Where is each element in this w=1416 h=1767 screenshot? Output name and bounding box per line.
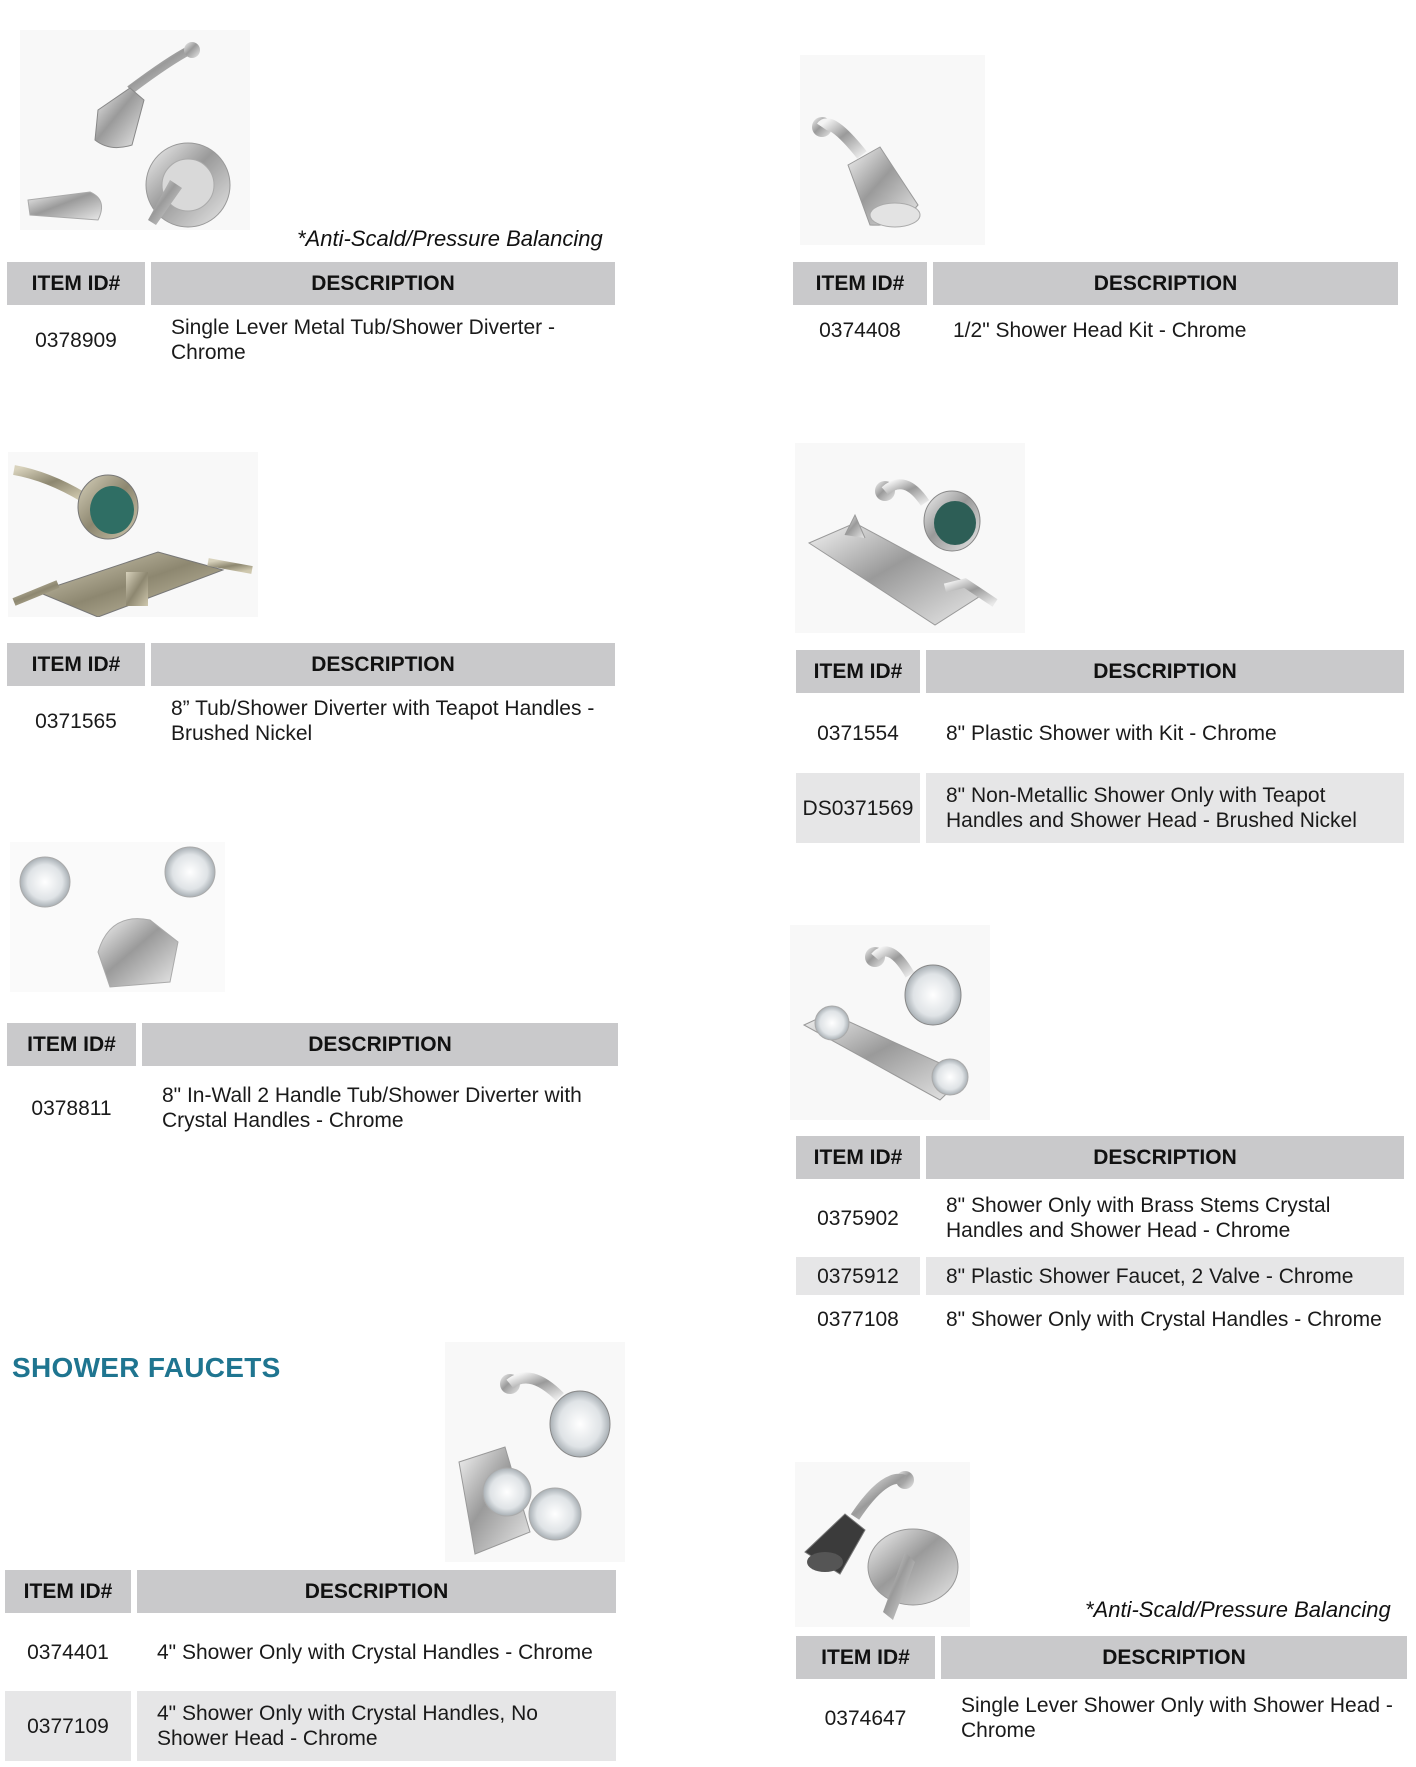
- item-description: Single Lever Shower Only with Shower Head - Chrome: [941, 1679, 1407, 1753]
- item-id: 0375912: [796, 1253, 926, 1295]
- item-id: 0374408: [793, 305, 933, 351]
- item-id: 0371554: [796, 693, 926, 769]
- description-header: DESCRIPTION: [926, 650, 1404, 693]
- plastic-shower-kit-image: [795, 443, 1025, 633]
- item-id: 0377109: [5, 1687, 137, 1761]
- item-description: 8" Shower Only with Brass Stems Crystal Handles and Shower Head - Chrome: [926, 1179, 1404, 1253]
- item-id: 0378811: [7, 1066, 142, 1146]
- item-id: 0371565: [7, 686, 151, 752]
- item-description: 8” Tub/Shower Diverter with Teapot Handles - Brushed Nickel: [151, 686, 615, 752]
- table-row: [793, 305, 1398, 351]
- brass-stem-shower-image: [790, 925, 990, 1120]
- tub-shower-diverter-image: [20, 30, 250, 230]
- anti-scald-note: *Anti-Scald/Pressure Balancing: [297, 226, 603, 251]
- item-id: 0374647: [796, 1679, 941, 1753]
- table-row: [7, 305, 615, 371]
- single-lever-shower-image: [795, 1462, 970, 1627]
- item-description: Single Lever Metal Tub/Shower Diverter - Chrome: [151, 305, 615, 371]
- item-description: 4" Shower Only with Crystal Handles - Chrome: [137, 1613, 616, 1687]
- item-description: 8" Plastic Shower with Kit - Chrome: [926, 693, 1404, 769]
- table-row: [796, 1295, 1404, 1339]
- description-header: DESCRIPTION: [142, 1023, 618, 1066]
- product-table-0374401: [5, 1570, 616, 1761]
- description-header: DESCRIPTION: [137, 1570, 616, 1613]
- shower-head-kit-image: [800, 55, 985, 245]
- table-row: [5, 1613, 616, 1687]
- table-row: [796, 693, 1404, 769]
- description-header: DESCRIPTION: [151, 643, 615, 686]
- item-id-header: ITEM ID#: [796, 1636, 941, 1679]
- table-row: [796, 1179, 1404, 1253]
- crystal-handle-diverter-image: [10, 842, 225, 992]
- table-row: [5, 1687, 616, 1761]
- product-table-0374408: [793, 262, 1398, 351]
- item-id-header: ITEM ID#: [793, 262, 933, 305]
- teapot-diverter-image: [8, 452, 258, 617]
- item-description: 8" Plastic Shower Faucet, 2 Valve - Chrome: [926, 1253, 1404, 1295]
- crystal-shower-only-image: [445, 1342, 625, 1562]
- description-header: DESCRIPTION: [933, 262, 1398, 305]
- table-row: [796, 769, 1404, 843]
- item-id-header: ITEM ID#: [5, 1570, 137, 1613]
- table-row: [796, 1679, 1407, 1753]
- product-table-0375902: [796, 1136, 1404, 1339]
- product-table-0378909: [7, 262, 615, 371]
- description-header: DESCRIPTION: [941, 1636, 1407, 1679]
- product-table-0378811: [7, 1023, 618, 1146]
- section-title: SHOWER FAUCETS: [12, 1352, 281, 1383]
- product-table-0371565: [7, 643, 615, 752]
- item-id-header: ITEM ID#: [7, 643, 151, 686]
- description-header: DESCRIPTION: [151, 262, 615, 305]
- item-description: 8" Non-Metallic Shower Only with Teapot Handles and Shower Head - Brushed Nickel: [926, 769, 1404, 843]
- description-header: DESCRIPTION: [926, 1136, 1404, 1179]
- anti-scald-note: *Anti-Scald/Pressure Balancing: [1085, 1597, 1391, 1622]
- item-id: 0378909: [7, 305, 151, 371]
- item-id-header: ITEM ID#: [7, 1023, 142, 1066]
- item-description: 1/2" Shower Head Kit - Chrome: [933, 305, 1398, 351]
- table-row: [796, 1253, 1404, 1295]
- item-id-header: ITEM ID#: [796, 1136, 926, 1179]
- item-id: 0377108: [796, 1295, 926, 1339]
- item-description: 8" Shower Only with Crystal Handles - Chrome: [926, 1295, 1404, 1339]
- item-id: 0375902: [796, 1179, 926, 1253]
- table-row: [7, 686, 615, 752]
- item-id-header: ITEM ID#: [7, 262, 151, 305]
- item-description: 8" In-Wall 2 Handle Tub/Shower Diverter with Crystal Handles - Chrome: [142, 1066, 618, 1146]
- table-row: [7, 1066, 618, 1146]
- item-id: 0374401: [5, 1613, 137, 1687]
- product-table-0374647: [796, 1636, 1407, 1753]
- item-description: 4" Shower Only with Crystal Handles, No Shower Head - Chrome: [137, 1687, 616, 1761]
- item-id: DS0371569: [796, 769, 926, 843]
- product-table-0371554: [796, 650, 1404, 843]
- item-id-header: ITEM ID#: [796, 650, 926, 693]
